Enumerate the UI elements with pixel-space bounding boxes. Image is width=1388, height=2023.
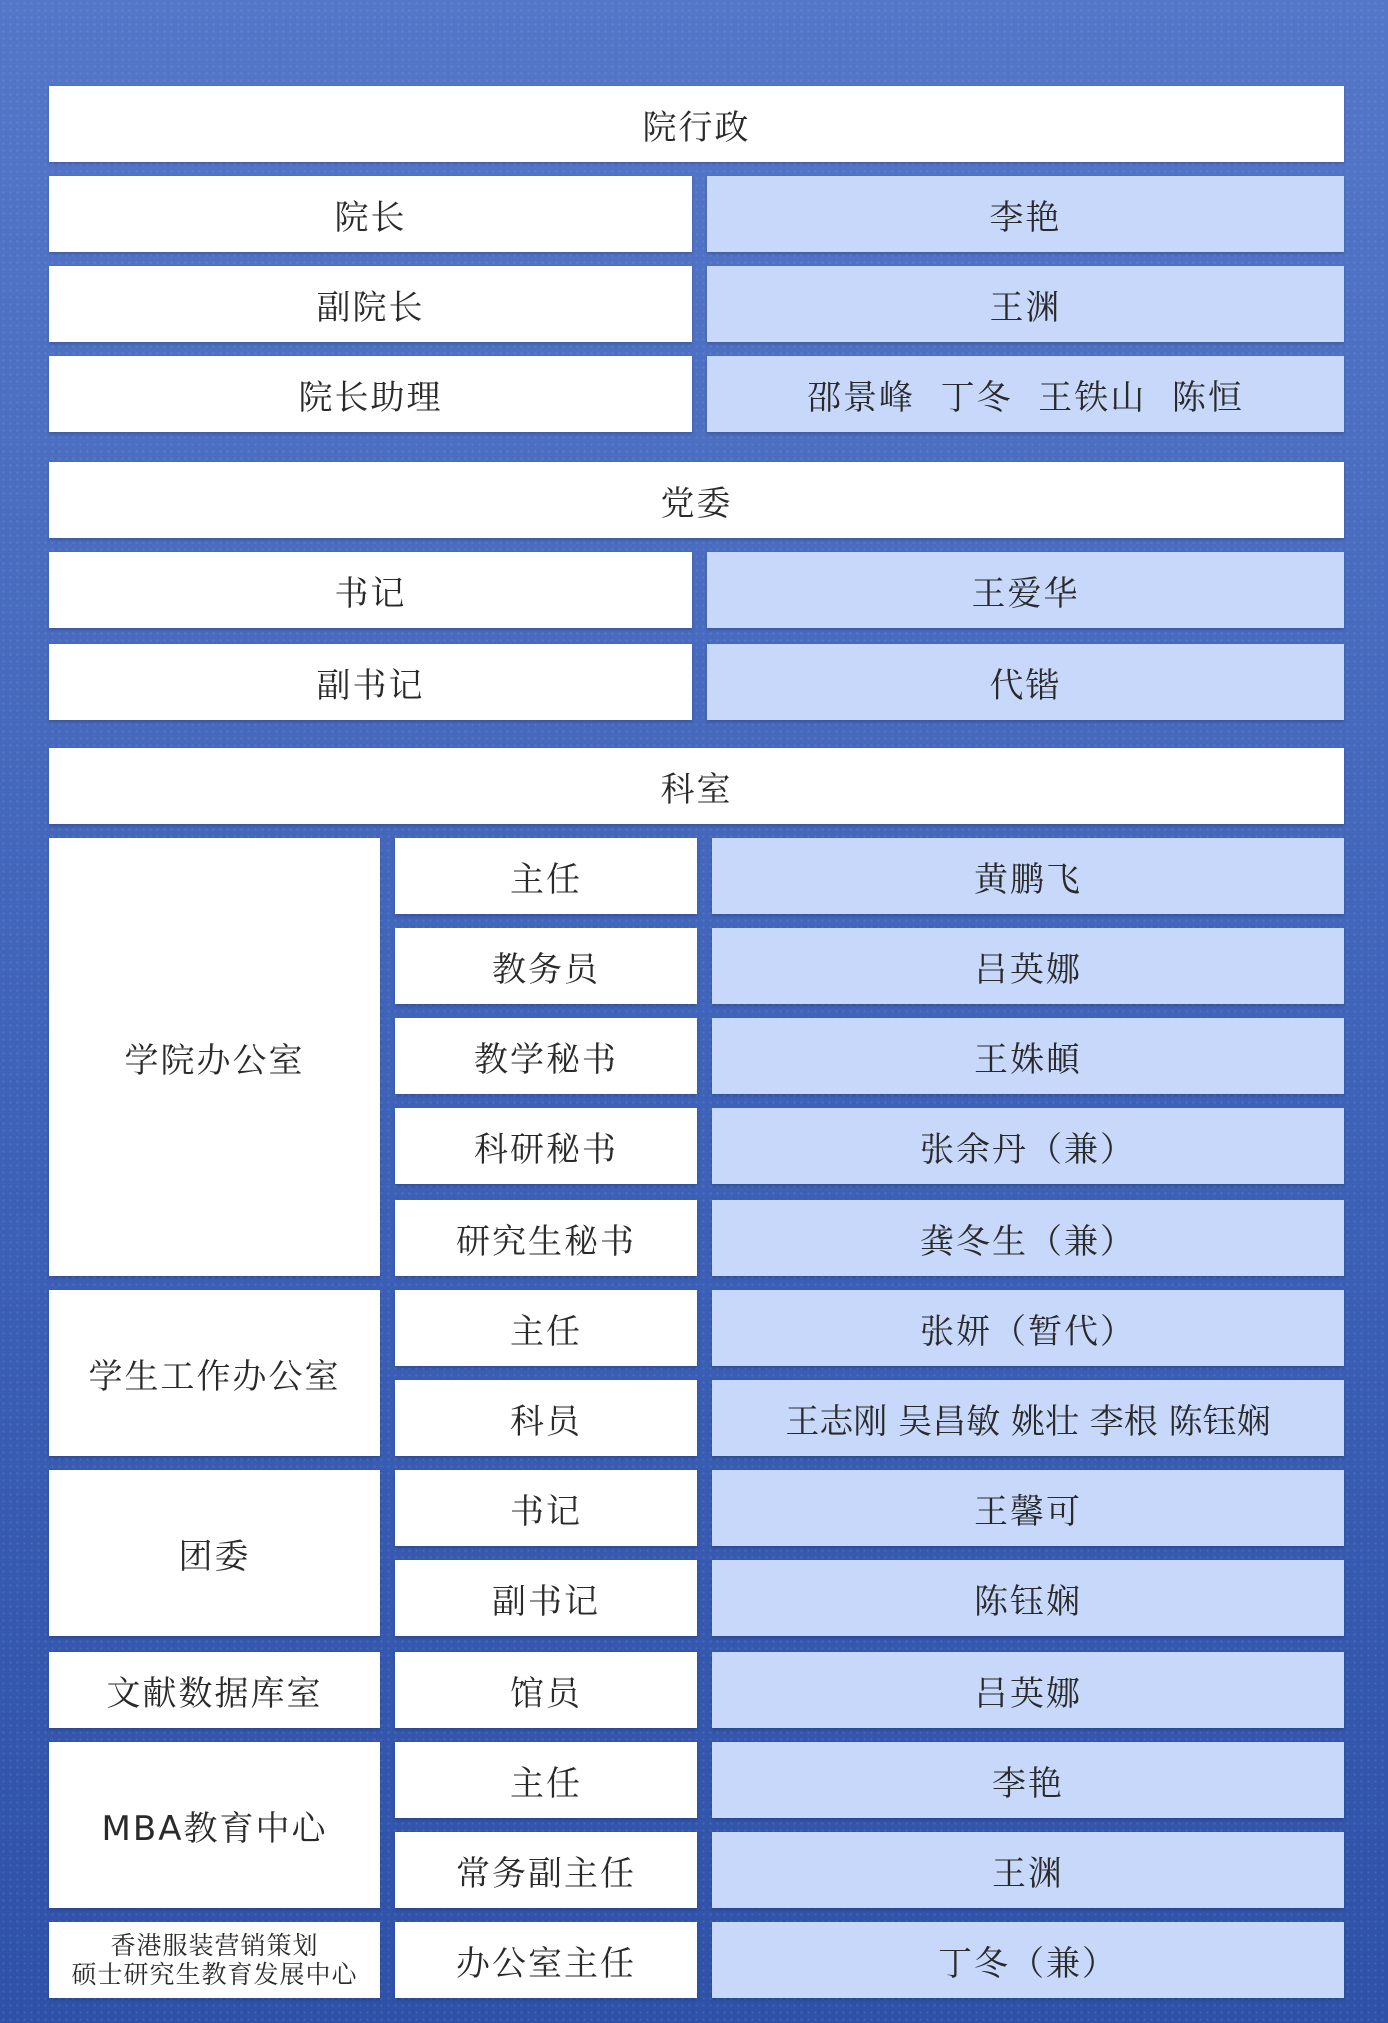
group0-role-research-secretary: 科研秘书 (395, 1108, 697, 1184)
group1-name-staff: 王志刚 吴昌敏 姚壮 李根 陈钰娴 (712, 1380, 1344, 1456)
group-hk-apparel-marketing-center (49, 1922, 380, 1998)
group0-name-research-secretary: 张余丹（兼） (712, 1108, 1344, 1184)
group0-name-graduate-secretary: 龚冬生（兼） (712, 1200, 1344, 1276)
party-name-deputy-secretary: 代锴 (707, 644, 1344, 720)
group-college-office: 学院办公室 (49, 838, 380, 1276)
group5-name-office-director: 丁冬（兼） (712, 1922, 1344, 1998)
group1-role-staff: 科员 (395, 1380, 697, 1456)
admin-name-dean-assistant: 邵景峰 丁冬 王铁山 陈恒 (707, 356, 1344, 432)
admin-name-dean: 李艳 (707, 176, 1344, 252)
party-role-secretary: 书记 (49, 552, 692, 628)
admin-header: 院行政 (49, 86, 1344, 162)
group0-name-academic-clerk: 吕英娜 (712, 928, 1344, 1004)
group1-name-director: 张妍（暂代） (712, 1290, 1344, 1366)
party-name-secretary: 王爱华 (707, 552, 1344, 628)
group0-role-teaching-secretary: 教学秘书 (395, 1018, 697, 1094)
group4-role-director: 主任 (395, 1742, 697, 1818)
group2-role-secretary: 书记 (395, 1470, 697, 1546)
group5-name-line2: 硕士研究生教育发展中心 (71, 1960, 358, 1989)
group0-name-teaching-secretary: 王姝頔 (712, 1018, 1344, 1094)
group2-name-deputy-secretary: 陈钰娴 (712, 1560, 1344, 1636)
group0-role-academic-clerk: 教务员 (395, 928, 697, 1004)
party-role-deputy-secretary: 副书记 (49, 644, 692, 720)
admin-role-dean: 院长 (49, 176, 692, 252)
admin-name-vice-dean: 王渊 (707, 266, 1344, 342)
group-student-affairs-office: 学生工作办公室 (49, 1290, 380, 1456)
group-youth-league: 团委 (49, 1470, 380, 1636)
group4-role-executive-deputy: 常务副主任 (395, 1832, 697, 1908)
admin-role-dean-assistant: 院长助理 (49, 356, 692, 432)
group5-name-line1: 香港服装营销策划 (110, 1931, 319, 1960)
group0-role-graduate-secretary: 研究生秘书 (395, 1200, 697, 1276)
group1-role-director: 主任 (395, 1290, 697, 1366)
office-header: 科室 (49, 748, 1344, 824)
group3-role-librarian: 馆员 (395, 1652, 697, 1728)
group0-role-director: 主任 (395, 838, 697, 914)
admin-role-vice-dean: 副院长 (49, 266, 692, 342)
group-literature-database-room: 文献数据库室 (49, 1652, 380, 1728)
group4-name-executive-deputy: 王渊 (712, 1832, 1344, 1908)
group0-name-director: 黄鹏飞 (712, 838, 1344, 914)
group2-role-deputy-secretary: 副书记 (395, 1560, 697, 1636)
party-header: 党委 (49, 462, 1344, 538)
group3-name-librarian: 吕英娜 (712, 1652, 1344, 1728)
group-mba-center: MBA教育中心 (49, 1742, 380, 1908)
group4-name-director: 李艳 (712, 1742, 1344, 1818)
group2-name-secretary: 王馨可 (712, 1470, 1344, 1546)
group5-role-office-director: 办公室主任 (395, 1922, 697, 1998)
